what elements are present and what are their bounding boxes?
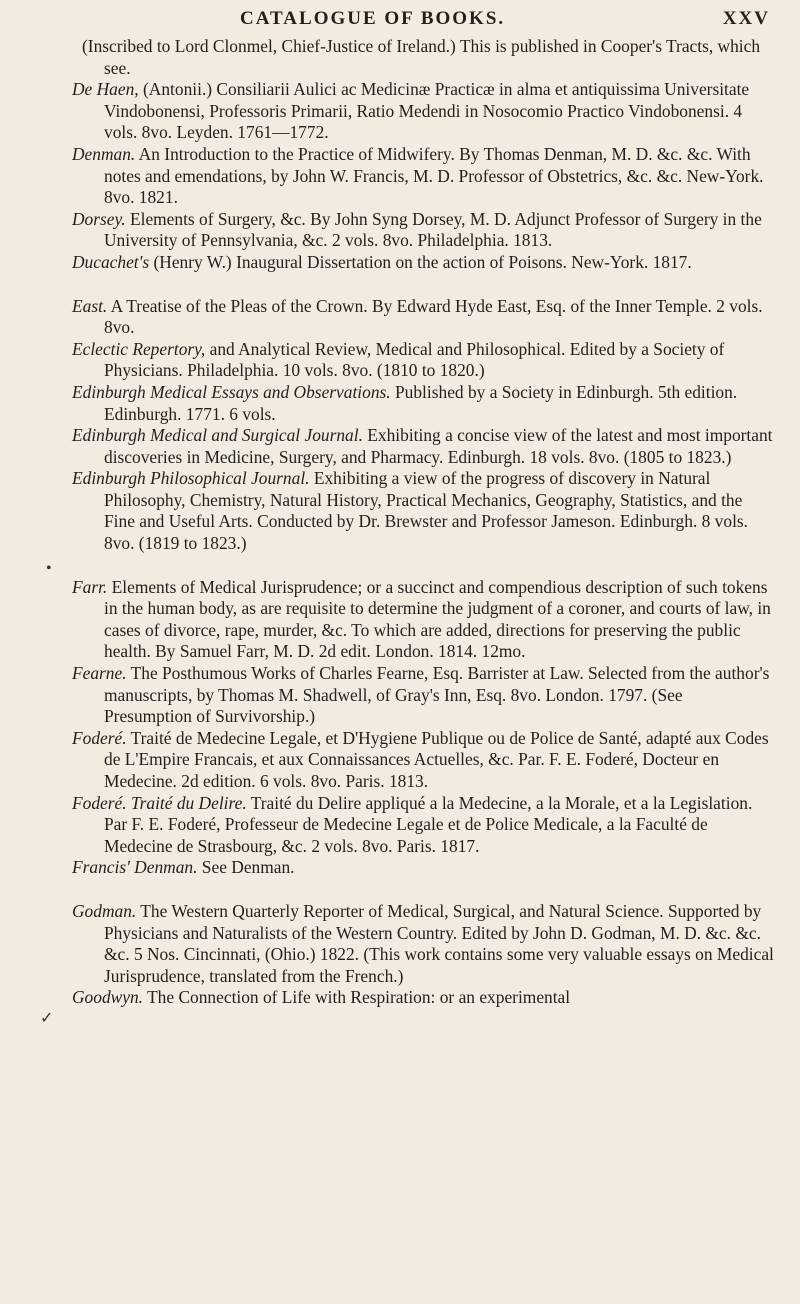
section-gap (72, 274, 774, 296)
entry-lead: Denman. (72, 143, 136, 164)
entry-lead: Farr. (72, 576, 108, 597)
entry-lead: Foderé. Traité du Delire. (72, 792, 247, 813)
catalogue-entry (72, 793, 774, 858)
running-head (240, 8, 770, 30)
catalogue-entry (72, 857, 774, 879)
catalogue-entry (72, 144, 774, 209)
catalogue-entry (72, 577, 774, 663)
entry-text: The Connection of Life with Respiration: or an experimental (147, 987, 571, 1008)
running-head-title: CATALOGUE OF BOOKS. (240, 8, 506, 29)
entry-lead: Ducachet's (72, 251, 150, 272)
entry-text: Elements of Surgery, &c. By John Syng Dorsey, M. D. Adjunct Professor of Surgery in the University of Pennsylvania, &c. 2 vols. 8vo. Philadelphia. 1813. (104, 208, 762, 251)
catalogue-entry (72, 382, 774, 425)
entry-lead: De Haen, (72, 79, 139, 100)
catalogue-entry (72, 901, 774, 987)
entry-lead: Fearne. (72, 663, 127, 684)
entry-lead: Edinburgh Medical Essays and Observations. (72, 381, 391, 402)
entry-text: Published by a Society in Edinburgh. 5th edition. Edinburgh. 1771. 6 vols. (104, 381, 738, 424)
entry-lead: Eclectic Repertory, (72, 338, 206, 359)
catalogue-entry (72, 252, 774, 274)
entry-lead: Godman. (72, 900, 137, 921)
catalogue-entry (72, 339, 774, 382)
entry-text: See Denman. (201, 857, 295, 878)
entry-text: Traité du Delire appliqué a la Medecine, a la Morale, et a la Legislation. Par F. E. Foderé, Professeur de Medecine Legale et de Police Medicale, a la Faculté de Medecine de Strasbourg, &c. 2 vols. 8vo. Paris. 1817. (104, 792, 753, 856)
entry-lead: Edinburgh Philosophical Journal. (72, 468, 310, 489)
catalogue-entry (72, 468, 774, 554)
catalogue-entry (72, 728, 774, 793)
entry-text: Traité de Medecine Legale, et D'Hygiene Publique ou de Police de Santé, adapté aux Codes de L'Empire Francais, et aux Connaissances Actuelles, &c. Par. F. E. Foderé, Docteur en Medecine. 2d edition. 6 vols. 8vo. Paris. 1813. (104, 727, 769, 791)
catalogue-entry (72, 296, 774, 339)
entry-text: and Analytical Review, Medical and Philosophical. Edited by a Society of Physicians. Philadelphia. 10 vols. 8vo. (1810 to 1820.) (104, 338, 725, 381)
entry-lead: Edinburgh Medical and Surgical Journal. (72, 425, 363, 446)
entry-lead: Francis' Denman. (72, 857, 198, 878)
margin-ink-mark: ✓ (40, 1010, 54, 1027)
entry-lead: Foderé. (72, 727, 127, 748)
catalogue-entry (72, 209, 774, 252)
entry-text: Elements of Medical Jurisprudence; or a succinct and compendious description of such tokens in the human body, as are requisite to determine the judgment of a coroner, and courts of law, in cases of divorce, rape, murder, &c. To which are added, directions for preserving the public health. By Samuel Farr, M. D. 2d edit. London. 1814. 12mo. (104, 576, 771, 662)
entry-lead: Goodwyn. (72, 987, 144, 1008)
catalogue-entry (72, 663, 774, 728)
entry-text: (Inscribed to Lord Clonmel, Chief-Justice of Ireland.) This is published in Cooper's Tracts, which see. (82, 36, 761, 78)
entry-text: (Henry W.) Inaugural Dissertation on the action of Poisons. New-York. 1817. (153, 251, 692, 272)
page-number: XXV (722, 8, 770, 29)
catalogue-entry (72, 36, 774, 79)
margin-bullet-mark: • (46, 560, 52, 577)
entry-text: (Antonii.) Consiliarii Aulici ac Medicinæ Practicæ in alma et antiquissima Universitate Vindobonensi, Professoris Primarii, Ratio Medendi in Nosocomio Practico Vindobonensi. 4 vols. 8vo. Leyden. 1761—1772. (104, 79, 750, 143)
catalogue-body (72, 36, 774, 1009)
entry-text: A Treatise of the Pleas of the Crown. By Edward Hyde East, Esq. of the Inner Temple. 2 vols. 8vo. (104, 295, 763, 338)
catalogue-entry (72, 425, 774, 468)
section-gap (72, 879, 774, 901)
entry-lead: Dorsey. (72, 208, 126, 229)
catalogue-entry (72, 987, 774, 1009)
entry-text: The Western Quarterly Reporter of Medical, Surgical, and Natural Science. Supported by Physicians and Naturalists of the Western Country. Edited by John D. Godman, M. D. &c. &c. &c. 5 Nos. Cincinnati, (Ohio.) 1822. (This work contains some very valuable essays on Medical Jurisprudence, translated from the French.) (104, 900, 774, 986)
entry-text: An Introduction to the Practice of Midwifery. By Thomas Denman, M. D. &c. &c. With notes and emendations, by John W. Francis, M. D. Professor of Obstetrics, &c. &c. New-York. 8vo. 1821. (104, 143, 764, 208)
section-gap (72, 555, 774, 577)
entry-lead: East. (72, 295, 108, 316)
entry-text: Exhibiting a concise view of the latest and most important discoveries in Medicine, Surgery, and Pharmacy. Edinburgh. 18 vols. 8vo. (1805 to 1823.) (104, 425, 773, 467)
catalogue-entry (72, 79, 774, 144)
entry-text: Exhibiting a view of the progress of discovery in Natural Philosophy, Chemistry, Natural History, Practical Mechanics, Geography, Statistics, and the Fine and Useful Arts. Conducted by Dr. Brewster and Professor Jameson. Edinburgh. 8 vols. 8vo. (1819 to 1823.) (104, 468, 749, 554)
entry-text: The Posthumous Works of Charles Fearne, Esq. Barrister at Law. Selected from the author's manuscripts, by Thomas M. Shadwell, of Gray's Inn, Esq. 8vo. London. 1797. (See Presumption of Survivorship.) (104, 663, 770, 727)
